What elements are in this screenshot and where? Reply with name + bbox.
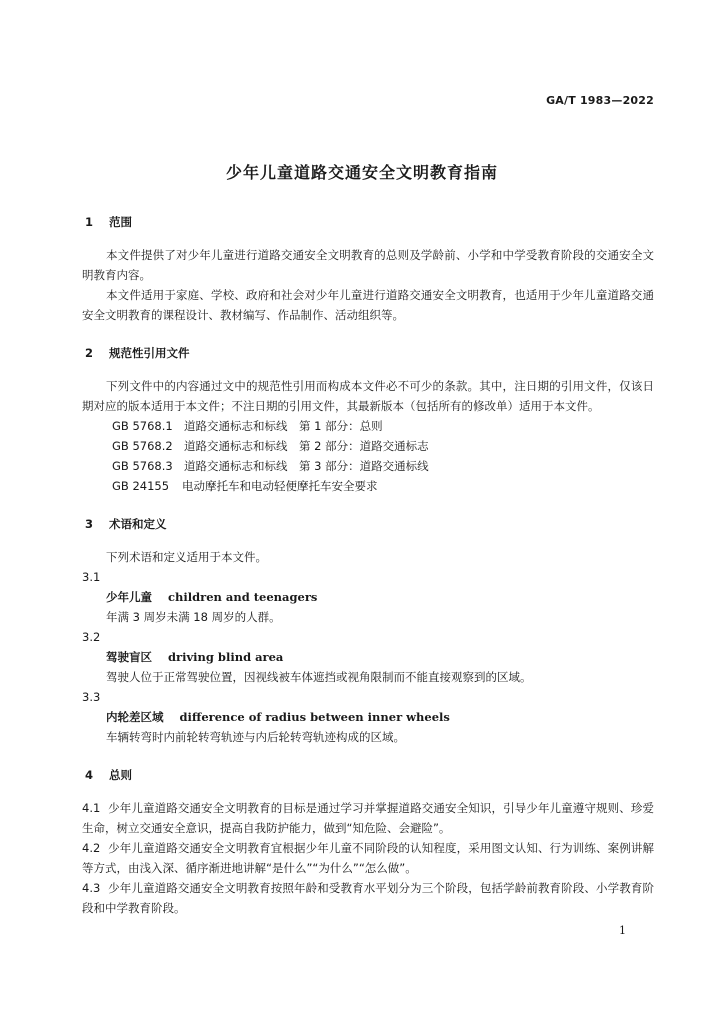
term-definition: 驾驶人位于正常驾驶位置，因视线被车体遮挡或视角限制而不能直接观察到的区域。 <box>106 670 532 684</box>
term-zh: 少年儿童 <box>106 590 152 604</box>
clause-number: 3.1 <box>82 570 101 584</box>
paragraph: 本文件提供了对少年儿童进行道路交通安全文明教育的总则及学龄前、小学和中学受教育阶段的交通安全文明教育内容。 <box>82 248 654 282</box>
term-zh: 内轮差区域 <box>106 710 164 724</box>
term-zh: 驾驶盲区 <box>106 650 152 664</box>
clause-number: 4.3 <box>82 881 101 895</box>
term-en: difference of radius between inner wheels <box>179 710 450 724</box>
reference-title: 道路交通标志和标线 第 3 部分：道路交通标线 <box>184 459 429 473</box>
term-entry <box>82 587 654 607</box>
reference-item <box>82 416 654 436</box>
numbered-clause <box>82 798 654 838</box>
reference-item <box>82 436 654 456</box>
term-definition: 年满 3 周岁未满 18 周岁的人群。 <box>106 610 281 624</box>
clause-text: 少年儿童道路交通安全文明教育宜根据少年儿童不同阶段的认知程度，采用图文认知、行为训练、案例讲解等方式，由浅入深、循序渐进地讲解“是什么”“为什么”“怎么做”。 <box>82 841 654 875</box>
section-title: 总则 <box>109 768 132 782</box>
paragraph: 本文件适用于家庭、学校、政府和社会对少年儿童进行道路交通安全文明教育，也适用于少年儿童道路交通安全文明教育的课程设计、教材编写、作品制作、活动组织等。 <box>82 288 654 322</box>
section-title: 术语和定义 <box>109 517 167 531</box>
term-definition: 车辆转弯时内前轮转弯轨迹与内后轮转弯轨迹构成的区域。 <box>106 730 405 744</box>
document-title: 少年儿童道路交通安全文明教育指南 <box>225 163 498 182</box>
numbered-clause <box>82 878 654 918</box>
clause-number: 3.3 <box>82 690 101 704</box>
clause-text: 少年儿童道路交通安全文明教育的目标是通过学习并掌握道路交通安全知识，引导少年儿童遵守规则、珍爱生命，树立交通安全意识，提高自我防护能力，做到“知危险、会避险”。 <box>82 801 654 835</box>
section-heading <box>85 212 654 232</box>
reference-code: GB 5768.3 <box>112 459 173 473</box>
term-entry <box>82 707 654 727</box>
standard-code: GA/T 1983—2022 <box>546 94 654 107</box>
paragraph: 下列文件中的内容通过文中的规范性引用而构成本文件必不可少的条款。其中，注日期的引用文件，仅该日期对应的版本适用于本文件；不注日期的引用文件，其最新版本（包括所有的修改单）适用于本文件。 <box>82 379 654 413</box>
paragraph: 下列术语和定义适用于本文件。 <box>106 550 267 564</box>
reference-code: GB 5768.2 <box>112 439 173 453</box>
reference-title: 道路交通标志和标线 第 1 部分：总则 <box>184 419 383 433</box>
section-number: 1 <box>85 215 94 229</box>
reference-title: 电动摩托车和电动轻便摩托车安全要求 <box>182 479 378 493</box>
reference-code: GB 24155 <box>112 479 170 493</box>
document-body <box>82 212 654 918</box>
section-heading <box>85 765 654 785</box>
section-number: 4 <box>85 768 94 782</box>
section-number: 3 <box>85 517 94 531</box>
numbered-clause <box>82 838 654 878</box>
term-en: driving blind area <box>168 650 284 664</box>
reference-title: 道路交通标志和标线 第 2 部分：道路交通标志 <box>184 439 429 453</box>
clause-number: 4.2 <box>82 841 101 855</box>
clause-number: 3.2 <box>82 630 101 644</box>
term-en: children and teenagers <box>168 590 318 604</box>
section-number: 2 <box>85 346 94 360</box>
section-title: 规范性引用文件 <box>109 346 190 360</box>
reference-code: GB 5768.1 <box>112 419 173 433</box>
section-heading <box>85 343 654 363</box>
reference-item <box>82 476 654 496</box>
section-title: 范围 <box>109 215 132 229</box>
clause-number: 4.1 <box>82 801 101 815</box>
clause-text: 少年儿童道路交通安全文明教育按照年龄和受教育水平划分为三个阶段，包括学龄前教育阶段、小学教育阶段和中学教育阶段。 <box>82 881 654 915</box>
page-number: 1 <box>619 924 626 937</box>
section-heading <box>85 514 654 534</box>
term-entry <box>82 647 654 667</box>
reference-item <box>82 456 654 476</box>
